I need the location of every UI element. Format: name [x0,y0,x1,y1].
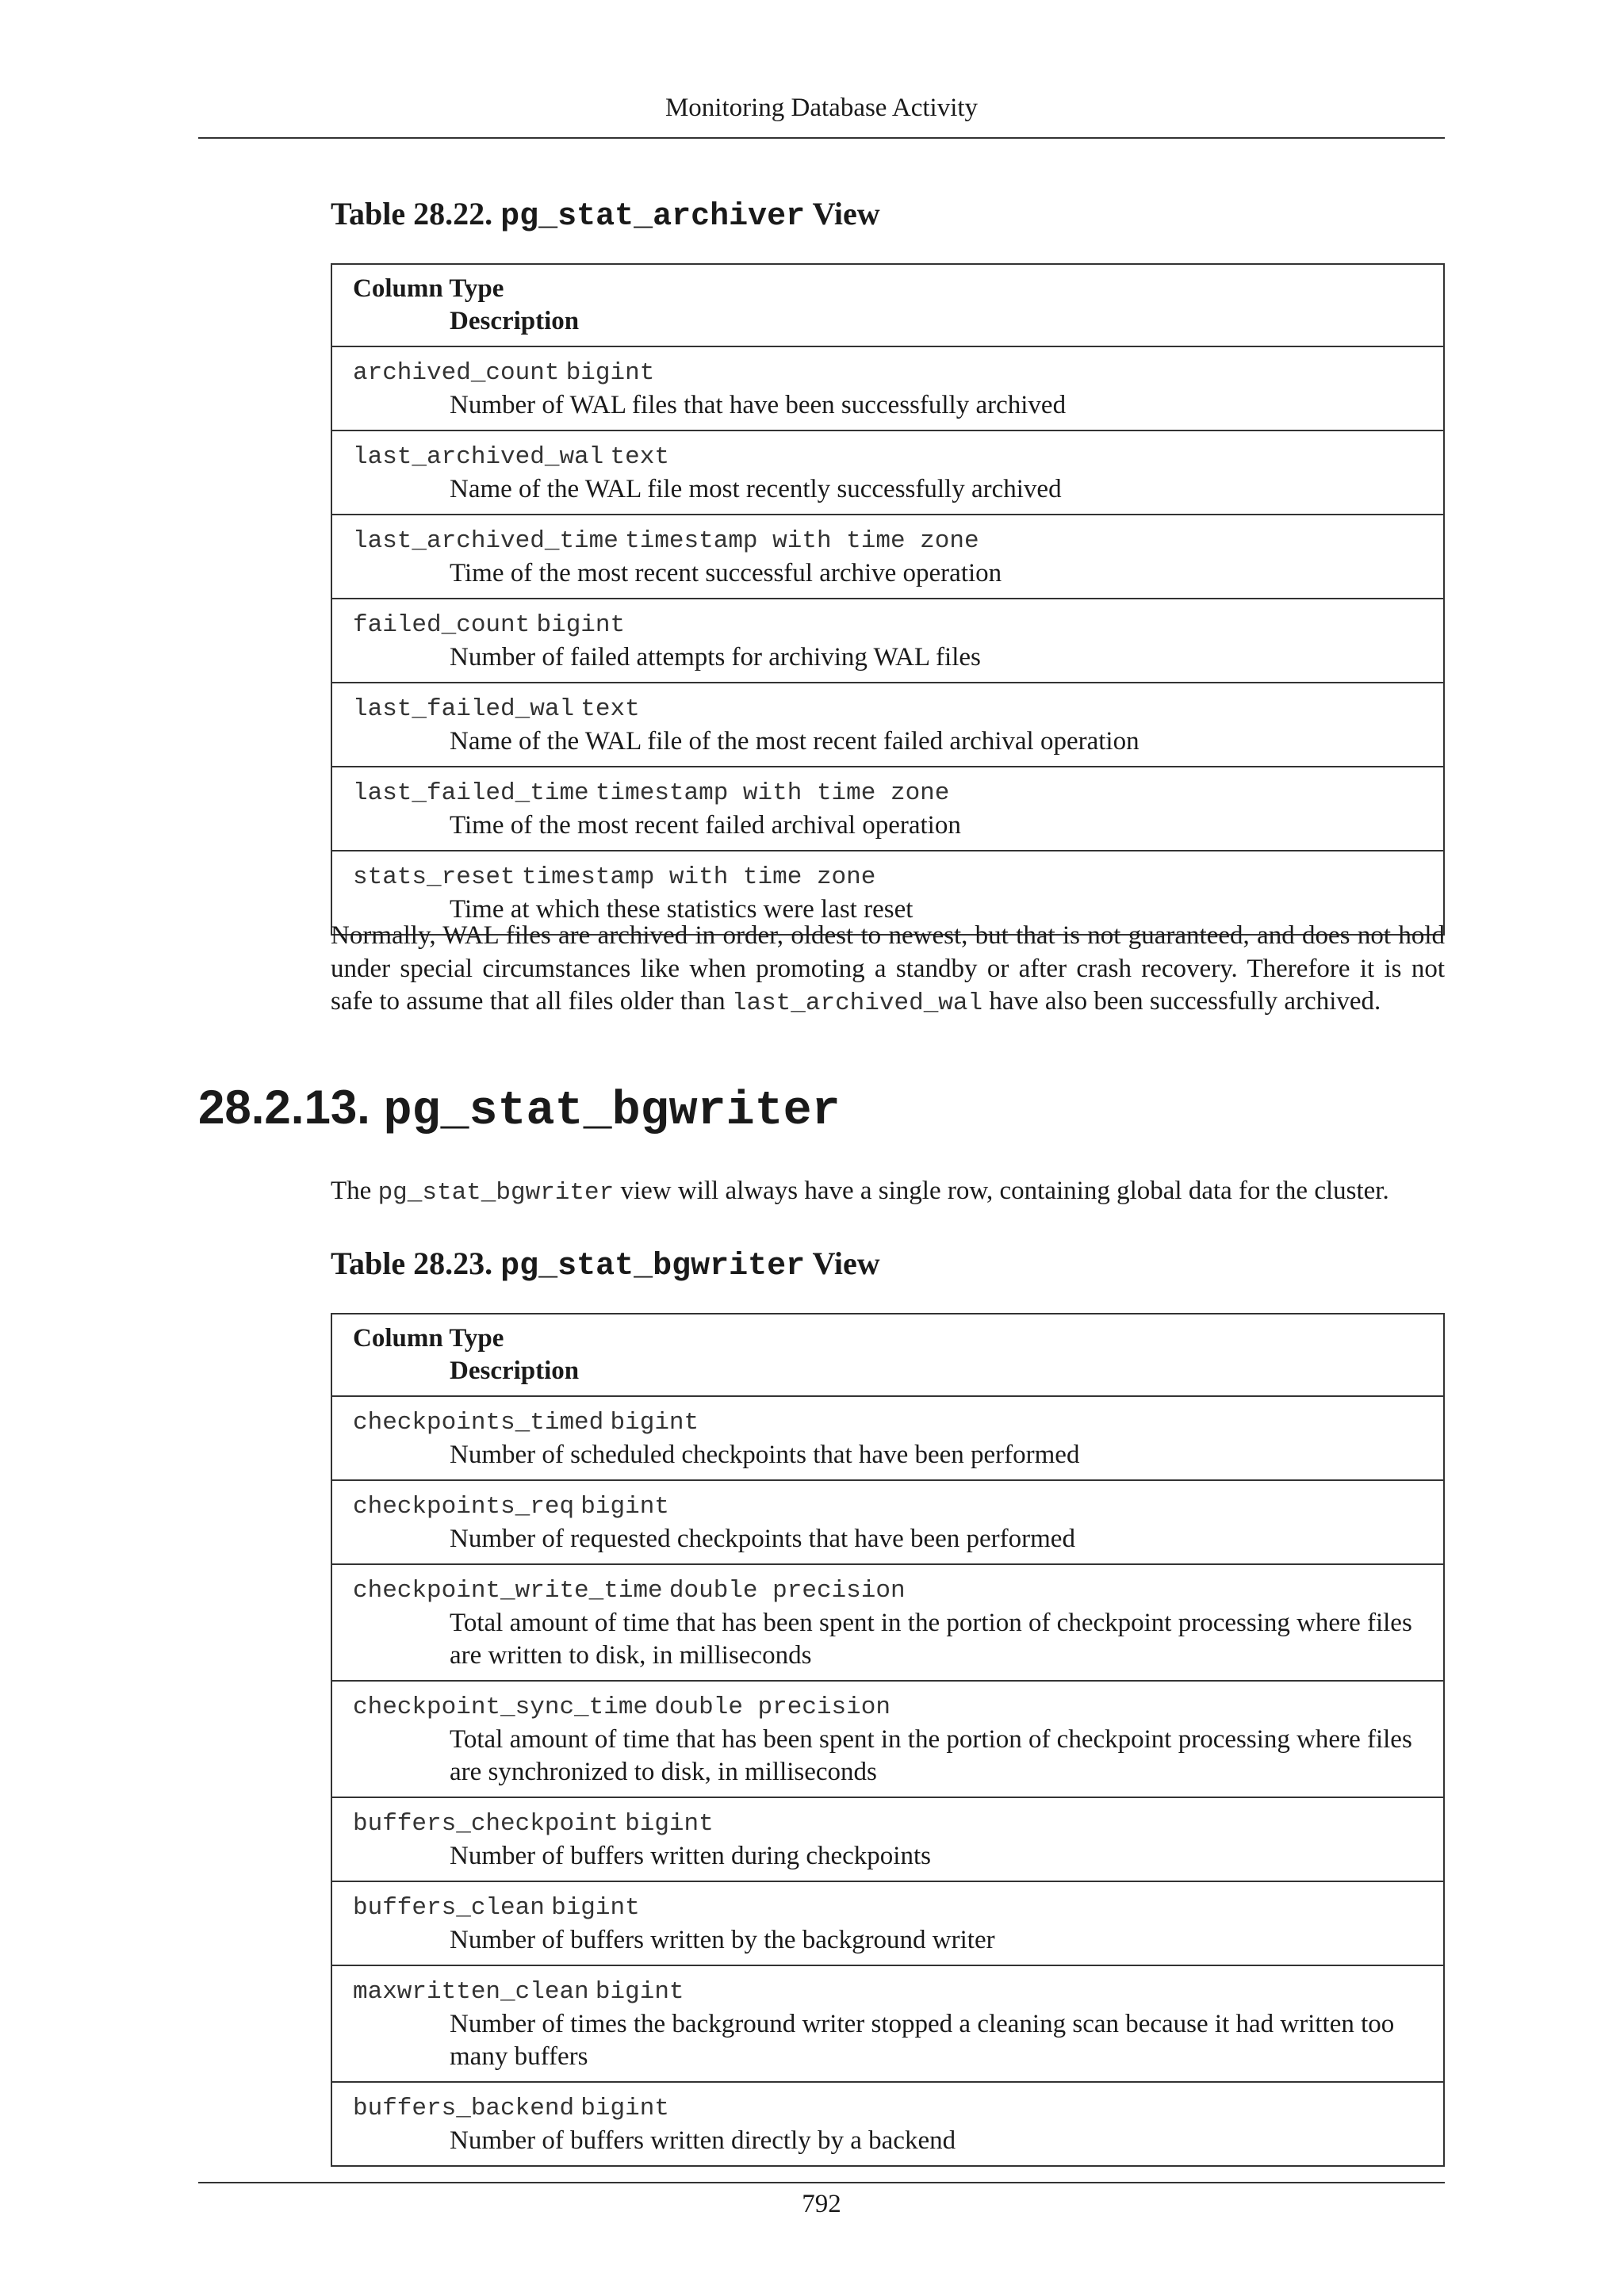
column-name: checkpoint_sync_time [353,1693,649,1721]
table-cell [331,1396,1444,1480]
paragraph-text: view will always have a single row, containing global data for the cluster. [614,1177,1389,1205]
table-header-row [331,1314,1444,1396]
table-row [331,515,1444,599]
table-cell [331,1965,1444,2082]
table-row [331,1681,1444,1797]
table-cell [331,1881,1444,1965]
section-heading [198,1080,841,1138]
column-type: bigint [625,1810,714,1838]
column-description: Time at which these statistics were last reset [450,895,914,924]
column-type: text [580,695,640,723]
column-name: failed_count [353,611,530,639]
column-name: buffers_clean [353,1894,545,1922]
table-row [331,1396,1444,1480]
table-row [331,1797,1444,1881]
column-description: Number of buffers written by the background writer [450,1926,995,1954]
column-name: maxwritten_clean [353,1978,589,2006]
column-description: Time of the most recent successful archive operation [450,559,1002,587]
column-description: Number of scheduled checkpoints that have been performed [450,1441,1080,1469]
column-name: last_failed_wal [353,695,575,723]
page-number: 792 [802,2190,841,2218]
table-cell [331,683,1444,767]
table-row [331,767,1444,851]
table-code: pg_stat_archiver [500,199,806,235]
paragraph-text: Normally, WAL files are archived in order, oldest to newest, but that is not guaranteed, and does not hold under special circumstances like when promoting a standby or after crash recovery. Therefore it is not safe to assume that all files older than [331,921,1445,1016]
table-row [331,1564,1444,1681]
column-description: Number of failed attempts for archiving WAL files [450,643,981,672]
table-row [331,599,1444,683]
column-description: Name of the WAL file most recently successfully archived [450,475,1062,503]
column-type: text [610,443,669,471]
column-description: Number of buffers written directly by a backend [450,2126,956,2155]
archiver-table [331,263,1445,936]
column-type: bigint [580,1493,669,1521]
description-header: Description [450,307,580,335]
inline-code: last_archived_wal [731,989,983,1017]
column-description: Number of WAL files that have been successfully archived [450,391,1067,419]
column-description: Time of the most recent failed archival operation [450,811,961,840]
description-header: Description [450,1357,580,1385]
table-label: Table 28.22. [331,196,493,232]
column-description: Number of times the background writer stopped a cleaning scan because it had written too many buffers [450,2010,1395,2071]
table-code: pg_stat_bgwriter [500,1249,806,1284]
table-cell [331,1480,1444,1564]
footer-rule [198,2182,1445,2183]
column-name: checkpoint_write_time [353,1577,663,1605]
table-row [331,2082,1444,2166]
table-cell [331,1797,1444,1881]
table-header-cell [331,264,1444,346]
section-number: 28.2.13. [198,1081,370,1134]
column-description: Total amount of time that has been spent in the portion of checkpoint processing where files are written to disk, in milliseconds [450,1609,1412,1670]
column-name: checkpoints_timed [353,1409,604,1437]
column-description: Total amount of time that has been spent in the portion of checkpoint processing where files are synchronized to disk, in milliseconds [450,1725,1412,1786]
column-type: timestamp with time zone [625,527,979,555]
bgwriter-intro-paragraph [331,1175,1445,1210]
column-description: Name of the WAL file of the most recent failed archival operation [450,727,1139,756]
table-label: Table 28.23. [331,1246,493,1281]
bgwriter-table [331,1313,1445,2167]
column-description: Number of requested checkpoints that have been performed [450,1525,1075,1553]
table-title-bgwriter [331,1245,880,1284]
column-type: bigint [580,2095,669,2122]
table-row [331,683,1444,767]
column-name: last_archived_wal [353,443,604,471]
column-name: last_failed_time [353,779,589,807]
table-row [331,430,1444,515]
column-type: timestamp with time zone [595,779,950,807]
table-cell [331,430,1444,515]
column-type: bigint [565,359,655,387]
column-type: double precision [668,1577,906,1605]
table-cell [331,1681,1444,1797]
running-header: Monitoring Database Activity [665,94,979,122]
column-type: bigint [551,1894,640,1922]
table-title-archiver [331,195,880,235]
column-description: Number of buffers written during checkpoints [450,1842,931,1870]
column-name: stats_reset [353,863,515,891]
column-type-header: Column Type [353,274,504,303]
column-name: buffers_checkpoint [353,1810,619,1838]
column-type-header: Column Type [353,1324,504,1353]
column-name: buffers_backend [353,2095,575,2122]
table-cell [331,2082,1444,2166]
table-row [331,1881,1444,1965]
column-name: checkpoints_req [353,1493,575,1521]
column-type: timestamp with time zone [521,863,876,891]
table-header-row [331,264,1444,346]
column-name: archived_count [353,359,560,387]
column-name: last_archived_time [353,527,619,555]
paragraph-text: The [331,1177,378,1205]
table-row [331,1480,1444,1564]
column-type: double precision [654,1693,891,1721]
column-type: bigint [536,611,626,639]
table-cell [331,767,1444,851]
table-cell [331,515,1444,599]
header-rule [198,137,1445,139]
table-suffix: View [812,1246,880,1281]
table-row [331,346,1444,430]
section-code: pg_stat_bgwriter [383,1085,841,1138]
inline-code: pg_stat_bgwriter [377,1179,615,1207]
paragraph-text: have also been successfully archived. [982,987,1381,1016]
table-suffix: View [812,196,880,232]
table-cell [331,1564,1444,1681]
column-type: bigint [595,1978,684,2006]
table-header-cell [331,1314,1444,1396]
table-row [331,1965,1444,2082]
column-type: bigint [610,1409,699,1437]
archiver-note-paragraph [331,920,1445,1020]
table-cell [331,599,1444,683]
table-cell [331,346,1444,430]
